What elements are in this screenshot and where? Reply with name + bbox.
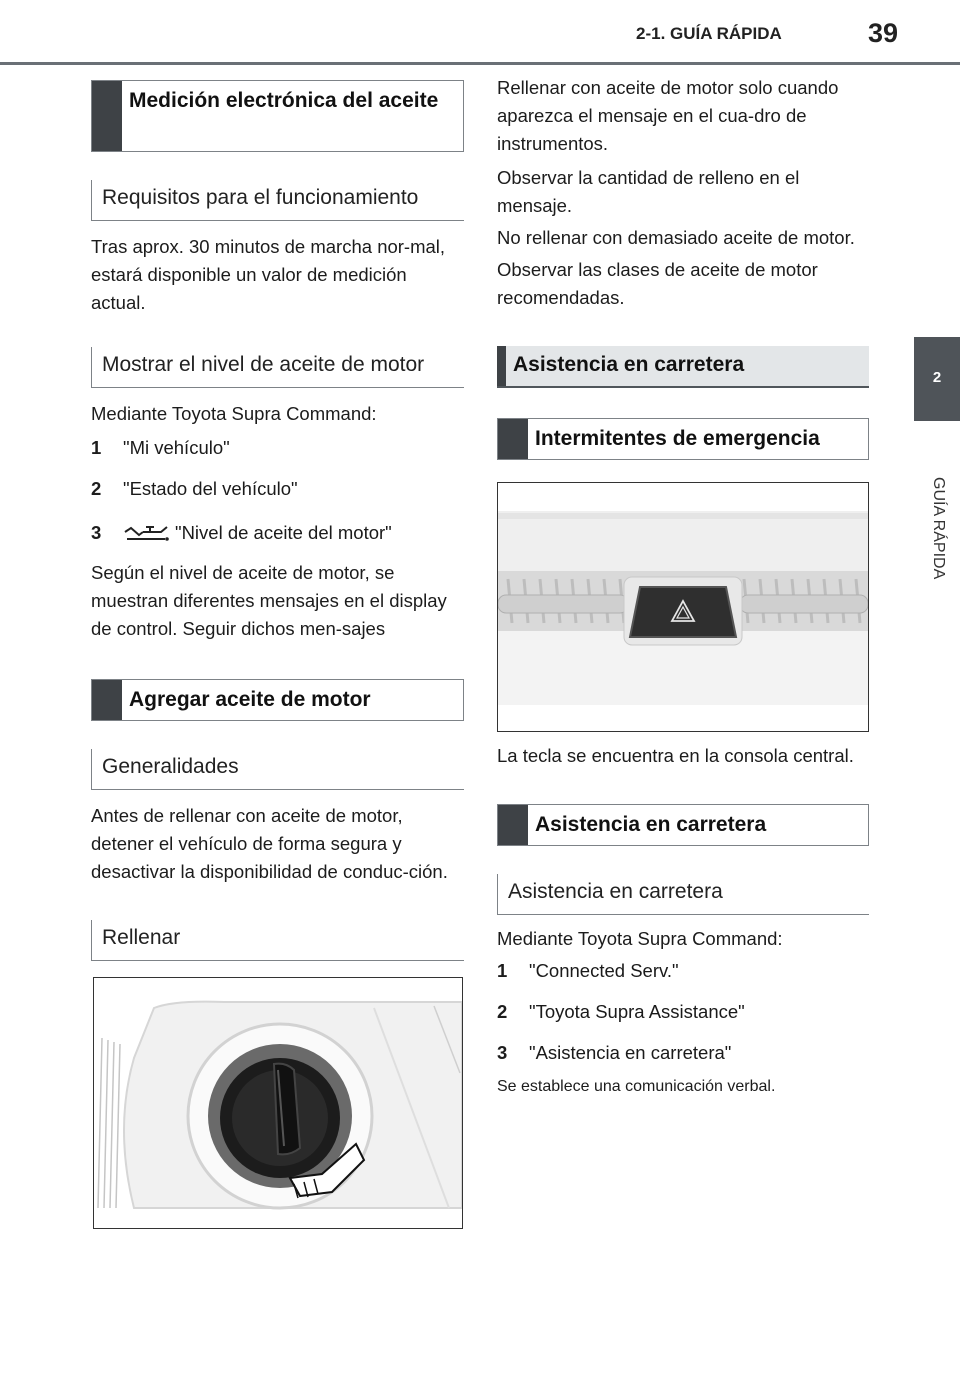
step-item: 3 "Asistencia en carretera" <box>497 1042 732 1063</box>
step-item: 1 "Mi vehículo" <box>91 437 230 458</box>
subheading-requisitos: Requisitos para el funcionamiento <box>91 180 464 221</box>
oil-cap-figure <box>93 977 463 1229</box>
paragraph-tras: Tras aprox. 30 minutos de marcha nor-mal, estará disponible un valor de medición actual. <box>91 236 446 313</box>
section-title: 2-1. GUÍA RÁPIDA <box>636 24 782 43</box>
oil-dipstick-icon <box>123 523 173 543</box>
header-divider <box>0 62 960 65</box>
paragraph-no-rellenar: No rellenar con demasiado aceite de motor. <box>497 227 855 248</box>
page-number: 39 <box>868 18 899 48</box>
oil-filler-cap-illustration <box>94 978 462 1228</box>
page-header <box>0 0 960 66</box>
step-item: 1 "Connected Serv." <box>497 960 679 981</box>
hazard-button-figure <box>497 482 869 732</box>
subheading-asistencia: Asistencia en carretera <box>497 874 869 915</box>
paragraph-antes: Antes de rellenar con aceite de motor, detener el vehículo de forma segura y desactivar la disponibilidad de conduc-ción. <box>91 805 448 882</box>
heading-agregar: Agregar aceite de motor <box>91 679 464 721</box>
subheading-rellenar: Rellenar <box>91 920 464 961</box>
heading-intermitentes: Intermitentes de emergencia <box>497 418 869 460</box>
heading-asistencia-section: Asistencia en carretera <box>497 346 869 388</box>
paragraph-verbal: Se establece una comunicación verbal. <box>497 1078 776 1095</box>
right-column <box>497 74 869 1099</box>
heading-asistencia-boxed: Asistencia en carretera <box>497 804 869 846</box>
paragraph-observar-cantidad: Observar la cantidad de relleno en el mensaje. <box>497 167 800 216</box>
subheading-mostrar: Mostrar el nivel de aceite de motor <box>91 347 464 388</box>
chapter-label: GUÍA RÁPIDA <box>930 477 947 580</box>
heading-medicion: Medición electrónica del aceite <box>91 80 464 152</box>
left-column <box>91 80 464 1229</box>
paragraph-mediante-right: Mediante Toyota Supra Command: <box>497 928 783 949</box>
paragraph-mediante: Mediante Toyota Supra Command: <box>91 403 377 424</box>
chapter-number: 2 <box>932 369 942 386</box>
paragraph-rellenar: Rellenar con aceite de motor solo cuando aparezca el mensaje en el cua-dro de instrumentos. <box>497 77 839 154</box>
step-item: 2 "Toyota Supra Assistance" <box>497 1001 745 1022</box>
chapter-tab[interactable] <box>914 337 960 421</box>
subheading-generalidades: Generalidades <box>91 749 464 790</box>
paragraph-observar-clases: Observar las clases de aceite de motor recomendadas. <box>497 259 818 308</box>
paragraph-segun: Según el nivel de aceite de motor, se muestran diferentes mensajes en el display de control. Seguir dichos men-sajes <box>91 562 447 639</box>
console-illustration <box>498 483 868 731</box>
paragraph-tecla: La tecla se encuentra en la consola central. <box>497 745 854 766</box>
step-item: 2 "Estado del vehículo" <box>91 478 298 499</box>
step-item: 3 "Nivel de aceite del motor" <box>91 522 392 543</box>
